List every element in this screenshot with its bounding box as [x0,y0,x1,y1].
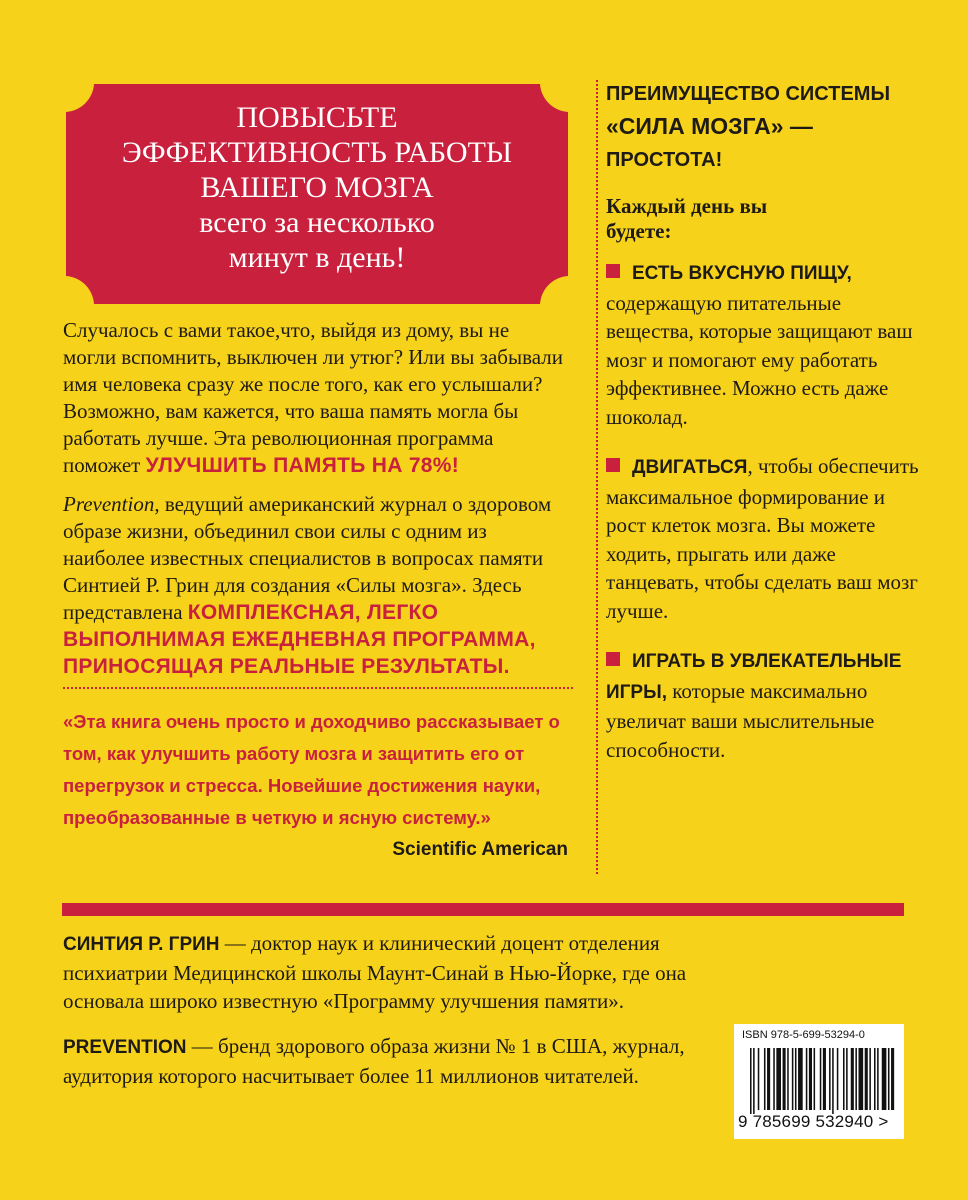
barcode-bar [865,1048,868,1110]
barcode-bar [829,1048,831,1110]
quote-source: Scientific American [392,839,568,860]
benefit-text: , чтобы обеспечить максимальное формирование и рост клеток мозга. Вы можете ходить, прыгать или даже танцевать, чтобы сделать ваш мозг лучше. [606,454,919,623]
barcode-bar [753,1048,755,1114]
barcode-bar [792,1048,794,1110]
sidebar-heading-1: ПРЕИМУЩЕСТВО СИСТЕМЫ [606,83,891,105]
intro-p1-text: Случалось с вами такое,что, выйдя из дому, вы не могли вспомнить, выключен ли утюг? Или вы забывали имя человека сразу же после того, как его услышали? Возможно, вам кажется, что ваша память могла бы работать лучше. Эта революционная программа поможет [63,318,563,477]
author-blurb-2 [63,1032,743,1090]
barcode-bar [783,1048,786,1110]
ean-right: 532940 [815,1112,874,1131]
benefit-text: содержащую питательные вещества, которые защищают ваш мозг и помогают ему работать эффективнее. Можно есть даже шоколад. [606,290,913,429]
barcode-bar [843,1048,845,1110]
barcode-bar [851,1048,854,1110]
barcode-bar [787,1048,789,1110]
intro-p2-highlight: КОМПЛЕКСНАЯ, ЛЕГКО ВЫПОЛНИМАЯ ЕЖЕДНЕВНАЯ ПРОГРАММА, ПРИНОСЯЩАЯ РЕАЛЬНЫЕ РЕЗУЛЬТАТЫ. [63,601,536,678]
barcode-bar [809,1048,812,1110]
intro-text [63,317,563,692]
benefit-text: которые максимально увеличат ваши мыслительные способности. [606,678,875,762]
sidebar-heading-3: ПРОСТОТА! [606,149,723,171]
intro-p1-highlight: УЛУЧШИТЬ ПАМЯТЬ НА 78%! [145,454,460,477]
barcode-bar [888,1048,890,1110]
barcode-bar [798,1048,803,1110]
barcode-bar [758,1048,760,1110]
bullet-square-icon [606,652,620,666]
column-divider [596,80,598,874]
ean-arrow: > [878,1112,889,1131]
barcode-bar [767,1048,770,1110]
ean-left: 785699 [752,1112,811,1131]
banner-line-2: ЭФФЕКТИВНОСТЬ РАБОТЫ [121,136,513,169]
sidebar-subheading: Каждый день вы будете: [606,194,768,243]
barcode [734,1024,904,1139]
author-blurb-1 [63,929,743,1015]
barcode-bar [882,1048,887,1110]
isbn-label: ISBN 978-5-699-53294-0 [742,1029,865,1041]
barcode-bar [832,1048,834,1114]
brand-description: — бренд здорового образа жизни № 1 в США, журнал, аудитория которого насчитывает более 11 миллионов читателей. [63,1034,685,1088]
benefit-item [606,452,926,625]
barcode-bar [837,1048,839,1110]
bullet-square-icon [606,264,620,278]
author-info [63,929,743,1107]
barcode-bar [773,1048,775,1110]
barcode-bar [806,1048,808,1110]
barcode-bar [750,1048,752,1114]
ean-digits [738,1112,902,1132]
brand-name: PREVENTION [63,1037,187,1058]
intro-paragraph-1 [63,317,563,479]
barcode-bar [823,1048,826,1110]
divider-dotted [63,687,573,689]
barcode-bar [795,1048,797,1110]
red-divider-bar [62,903,904,916]
benefit-item [606,258,926,431]
review-quote: «Эта книга очень просто и доходчиво рассказывает о том, как улучшить работу мозга и защитить его от перегрузок и стресса. Новейшие достижения науки, преобразованные в четкую и ясную систему.» [63,711,560,828]
benefit-highlight: ИГРАТЬ В УВЛЕКАТЕЛЬНЫЕ ИГРЫ, [606,651,902,703]
benefit-highlight: ДВИГАТЬСЯ [632,457,748,478]
barcode-bar [764,1048,766,1110]
bullet-square-icon [606,458,620,472]
banner-line-4: всего за несколько [199,206,435,239]
author-description: — доктор наук и клинический доцент отделения психиатрии Медицинской школы Маунт-Синай в Нью-Йорке, где она основала широко известную «Программу улучшения памяти». [63,931,687,1013]
barcode-bar [814,1048,816,1110]
banner-text [60,100,574,275]
banner-line-5: минут в день! [228,241,406,274]
barcode-bar [820,1048,822,1110]
benefit-highlight: ЕСТЬ ВКУСНУЮ ПИЩУ, [632,263,852,284]
barcode-bar [855,1048,857,1110]
magazine-name: Prevention [63,492,155,516]
sidebar [606,78,926,785]
barcode-bar [846,1048,848,1110]
barcode-bar [869,1048,871,1110]
barcode-bar [776,1048,781,1110]
ean-first: 9 [738,1112,748,1131]
intro-paragraph-2 [63,491,563,680]
intro-p2-text: , ведущий американский журнал о здоровом образе жизни, объединил свои силы с одним из наиболее известных специалистов в вопросах памяти Синтией Р. Грин для создания «Силы мозга». Здесь представлена [63,492,552,624]
barcode-bar [859,1048,864,1110]
barcode-bar [877,1048,879,1110]
benefit-item [606,646,926,764]
barcode-bar [874,1048,876,1110]
author-name: СИНТИЯ Р. ГРИН [63,934,220,955]
sidebar-heading-2-text: «СИЛА МОЗГА» — [606,113,813,139]
banner-line-3: ВАШЕГО МОЗГА [200,171,434,204]
barcode-bar [891,1048,894,1110]
sidebar-heading-2 [606,110,926,144]
banner-line-1: ПОВЫСЬТЕ [236,101,398,134]
